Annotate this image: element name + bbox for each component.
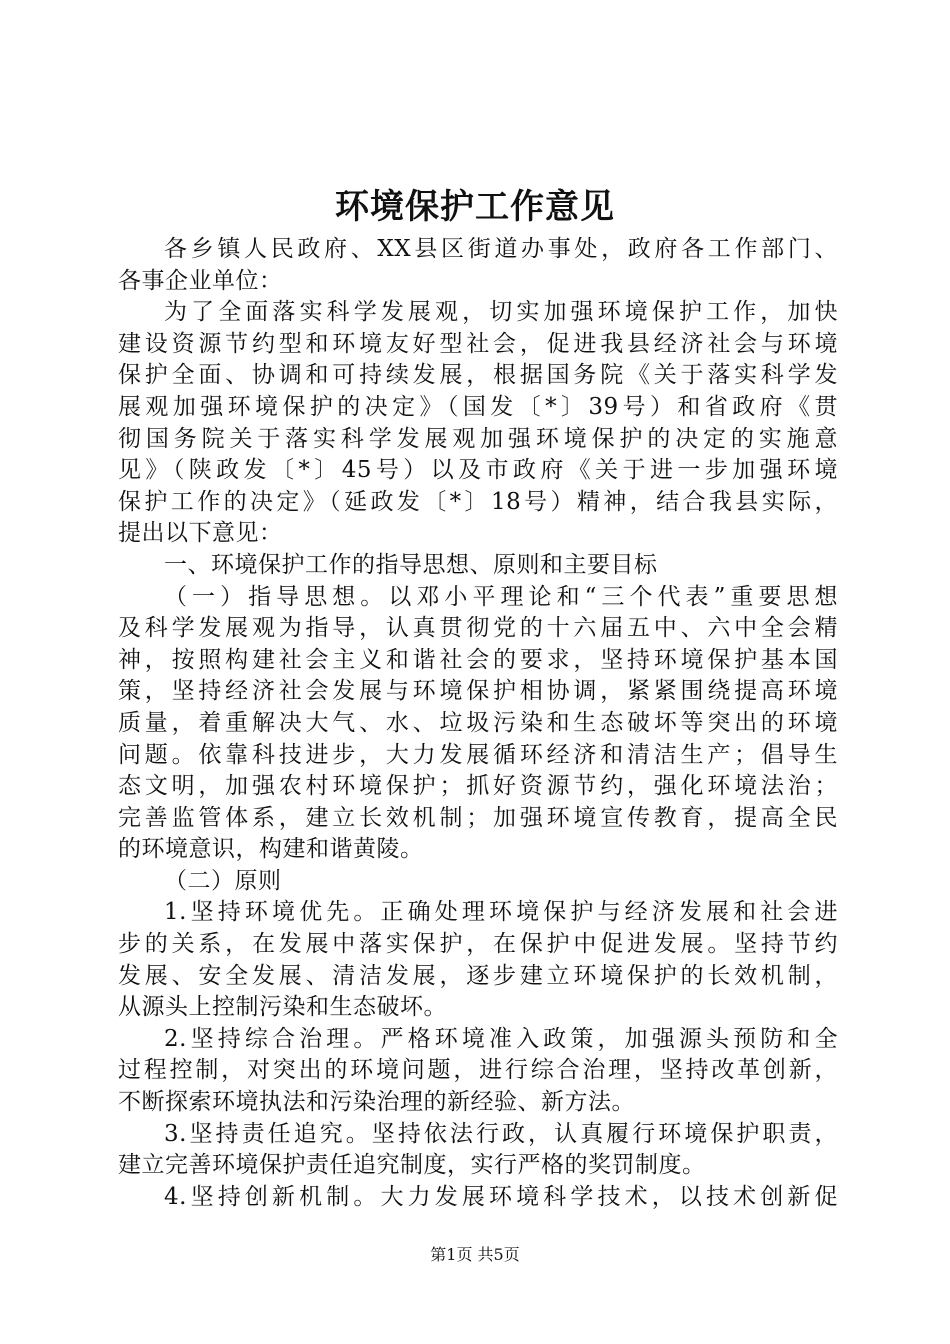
text-line: 提出以下意见： [118, 520, 283, 547]
text-line: 的环境意识，构建和谐黄陵。 [118, 836, 424, 863]
text-line: 发展、安全发展、清洁发展，逐步建立环境保护的长效机制， [118, 962, 838, 989]
text-line: 为了全面落实科学发展观，切实加强环境保护工作，加快 [164, 299, 838, 326]
text-line: 4.坚持创新机制。大力发展环境科学技术，以技术创新促 [164, 1183, 838, 1210]
text-line: 步的关系，在发展中落实保护，在保护中促进发展。坚持节约 [118, 931, 838, 958]
text-line: 建设资源节约型和环境友好型社会，促进我县经济社会与环境 [118, 330, 838, 357]
text-line: 展观加强环境保护的决定》（国发〔*〕39号）和省政府《贯 [118, 393, 838, 420]
page-footer: 第1页 共5页 [430, 1245, 520, 1264]
text-line: 2.坚持综合治理。严格环境准入政策，加强源头预防和全 [164, 1025, 838, 1052]
text-line: 保护工作的决定》（延政发〔*〕18号）精神，结合我县实际， [118, 488, 838, 515]
text-line: 从源头上控制污染和生态破坏。 [118, 994, 447, 1021]
text-line: 策，坚持经济社会发展与环境保护相协调，紧紧围绕提高环境 [118, 678, 838, 705]
text-line: 质量，着重解决大气、水、垃圾污染和生态破坏等突出的环境 [118, 709, 838, 736]
text-line: 各事企业单位： [118, 267, 283, 294]
text-line: 彻国务院关于落实科学发展观加强环境保护的决定的实施意 [118, 425, 838, 452]
text-line: 不断探索环境执法和污染治理的新经验、新方法。 [118, 1089, 635, 1116]
text-line: 完善监管体系，建立长效机制；加强环境宣传教育，提高全民 [118, 804, 838, 831]
text-line: 见》（陕政发〔*〕45号）以及市政府《关于进一步加强环境 [118, 457, 838, 484]
text-line: （二）原则 [164, 867, 282, 894]
document-body [118, 234, 838, 1213]
text-line: 态文明，加强农村环境保护；抓好资源节约，强化环境法治； [118, 773, 838, 800]
text-line: 一、环境保护工作的指导思想、原则和主要目标 [164, 551, 658, 578]
text-line: 过程控制，对突出的环境问题，进行综合治理，坚持改革创新， [118, 1057, 838, 1084]
text-line: 1.坚持环境优先。正确处理环境保护与经济发展和社会进 [164, 899, 838, 926]
text-line: 保护全面、协调和可持续发展，根据国务院《关于落实科学发 [118, 362, 838, 389]
text-line: 及科学发展观为指导，认真贯彻党的十六届五中、六中全会精 [118, 615, 838, 642]
text-line: 各乡镇人民政府、XX县区街道办事处，政府各工作部门、 [164, 236, 838, 262]
text-line: （一）指导思想。以邓小平理论和“三个代表”重要思想 [164, 583, 838, 610]
text-line: 建立完善环境保护责任追究制度，实行严格的奖罚制度。 [118, 1152, 706, 1179]
text-line: 3.坚持责任追究。坚持依法行政，认真履行环境保护职责， [164, 1120, 838, 1147]
text-line: 问题。依靠科技进步，大力发展循环经济和清洁生产；倡导生 [118, 741, 838, 768]
document-title: 环境保护工作意见 [335, 187, 615, 227]
text-line: 神，按照构建社会主义和谐社会的要求，坚持环境保护基本国 [118, 646, 838, 673]
